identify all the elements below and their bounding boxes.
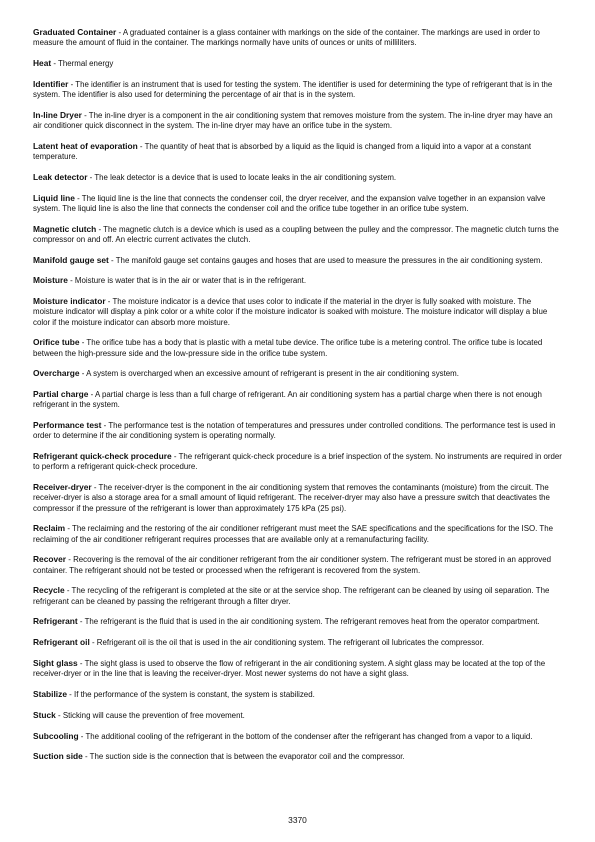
term-separator: - bbox=[55, 710, 63, 720]
glossary-term: Subcooling bbox=[33, 730, 79, 741]
glossary-term: Moisture bbox=[33, 275, 68, 286]
term-separator: - bbox=[105, 297, 113, 307]
glossary-term: Magnetic clutch bbox=[33, 223, 97, 234]
term-separator: - bbox=[66, 689, 74, 699]
glossary-entry bbox=[33, 255, 563, 266]
glossary-term: Manifold gauge set bbox=[33, 254, 109, 265]
glossary-entry bbox=[33, 554, 563, 575]
glossary-page bbox=[33, 27, 563, 772]
glossary-entry bbox=[33, 658, 563, 679]
term-separator: - bbox=[77, 658, 85, 668]
glossary-definition: Moisture is water that is in the air or water that is in the refrigerant. bbox=[74, 276, 307, 286]
glossary-entry bbox=[33, 482, 563, 514]
glossary-definition: The leak detector is a device that is used to locate leaks in the air conditioning system. bbox=[94, 172, 397, 182]
glossary-term: Leak detector bbox=[33, 171, 88, 182]
glossary-entry bbox=[33, 141, 563, 162]
glossary-definition: Refrigerant oil is the oil that is used in the air conditioning system. The refrigerant oil lubricates the compressor. bbox=[96, 638, 484, 648]
glossary-term: Stuck bbox=[33, 709, 56, 720]
glossary-definition: The reclaiming and the restoring of the air conditioner refrigerant must meet the SAE specifications and the specifications for the ISO. The reclaiming of the air conditioner refrigerant requires processes that are available only at a remanufacturing facility. bbox=[33, 524, 553, 544]
term-separator: - bbox=[66, 555, 74, 565]
term-separator: - bbox=[79, 369, 87, 379]
term-separator: - bbox=[171, 452, 179, 462]
term-separator: - bbox=[65, 524, 72, 534]
glossary-definition: The suction side is the connection that is between the evaporator coil and the compressor. bbox=[89, 752, 405, 762]
glossary-term: Refrigerant oil bbox=[33, 637, 90, 648]
glossary-term: Refrigerant quick-check procedure bbox=[33, 451, 172, 462]
term-separator: - bbox=[74, 193, 82, 203]
page-number: 3370 bbox=[288, 815, 307, 825]
glossary-entry bbox=[33, 523, 563, 544]
term-separator: - bbox=[81, 110, 89, 120]
glossary-entry bbox=[33, 337, 563, 358]
glossary-term: Identifier bbox=[33, 78, 69, 89]
glossary-definition: The refrigerant is the fluid that is used in the air conditioning system. The refrigerant removes heat from the operator compartment. bbox=[84, 617, 540, 627]
glossary-term: Recover bbox=[33, 554, 67, 565]
glossary-term: In-line Dryer bbox=[33, 109, 82, 120]
glossary-definition: The magnetic clutch is a device which is used as a coupling between the pulley and the compressor. The magnetic clutch turns the compressor on and off. An electric current activates the clutch. bbox=[33, 224, 559, 244]
glossary-entry bbox=[33, 637, 563, 648]
glossary-definition: The orifice tube has a body that is plastic with a metal tube device. The orifice tube is a metering control. The orifice tube is located between the high-pressure side and the low-pressure side in the orifice tube system. bbox=[33, 338, 543, 358]
glossary-term: Partial charge bbox=[33, 389, 89, 400]
glossary-term: Overcharge bbox=[33, 368, 80, 379]
glossary-definition: The recycling of the refrigerant is completed at the site or at the service shop. The refrigerant can be cleaned by using oil separation. The refrigerant can be cleaned by passing the refrigerant through a filter dryer. bbox=[33, 586, 550, 606]
glossary-list bbox=[33, 27, 563, 763]
glossary-term: Orifice tube bbox=[33, 337, 80, 348]
glossary-definition: A partial charge is less than a full charge of refrigerant. An air conditioning system has a partial charge when there is not enough refrigerant in the system. bbox=[33, 390, 542, 410]
term-separator: - bbox=[101, 421, 109, 431]
glossary-entry bbox=[33, 110, 563, 131]
glossary-entry bbox=[33, 27, 563, 48]
term-separator: - bbox=[67, 276, 75, 286]
glossary-entry bbox=[33, 296, 563, 328]
glossary-entry bbox=[33, 585, 563, 606]
glossary-entry bbox=[33, 616, 563, 627]
glossary-term: Latent heat of evaporation bbox=[33, 140, 138, 151]
term-separator: - bbox=[77, 617, 85, 627]
glossary-term: Recycle bbox=[33, 585, 65, 596]
glossary-definition: The identifier is an instrument that is used for testing the system. The identifier is used for determining the type of refrigerant that is in the system. The identifier is also used for determining the percentage of air that is in the system. bbox=[33, 79, 553, 99]
glossary-definition: The in-line dryer is a component in the air conditioning system that removes moisture from the system. The in-line dryer may have an air conditioner quick disconnect in the system. The in-line dryer may have an orifice tube in the system. bbox=[33, 110, 553, 130]
glossary-entry bbox=[33, 193, 563, 214]
glossary-term: Moisture indicator bbox=[33, 296, 106, 307]
glossary-term: Sight glass bbox=[33, 657, 78, 668]
glossary-definition: The liquid line is the line that connects the condenser coil, the dryer receiver, and the expansion valve together in an expansion valve system. The liquid line is also the line that connects the condenser coil and the orifice tube together in an orifice tube system. bbox=[33, 193, 546, 213]
term-separator: - bbox=[64, 586, 72, 596]
term-separator: - bbox=[108, 255, 116, 265]
glossary-entry bbox=[33, 58, 563, 69]
glossary-definition: If the performance of the system is constant, the system is stabilized. bbox=[74, 689, 315, 699]
term-separator: - bbox=[78, 731, 86, 741]
glossary-entry bbox=[33, 751, 563, 762]
glossary-term: Refrigerant bbox=[33, 616, 78, 627]
glossary-entry bbox=[33, 689, 563, 700]
glossary-entry bbox=[33, 368, 563, 379]
glossary-term: Suction side bbox=[33, 751, 83, 762]
glossary-entry bbox=[33, 224, 563, 245]
term-separator: - bbox=[137, 141, 145, 151]
glossary-definition: A system is overcharged when an excessive amount of refrigerant is present in the air conditioning system. bbox=[86, 369, 459, 379]
glossary-definition: The receiver-dryer is the component in the air conditioning system that removes the contaminants (moisture) from the circuit. The receiver-dryer is also a storage area for a small amount of liquid refrigerant. The receiver-dryer may also have a pressure switch that deactivates the compressor if the pressure of the refrigerant is lower than approximately 175 kPa (25 psi). bbox=[33, 483, 550, 513]
term-separator: - bbox=[68, 79, 76, 89]
glossary-entry bbox=[33, 389, 563, 410]
term-separator: - bbox=[89, 638, 97, 648]
glossary-term: Receiver-dryer bbox=[33, 482, 92, 493]
glossary-definition: Sticking will cause the prevention of free movement. bbox=[62, 710, 245, 720]
glossary-definition: Recovering is the removal of the air conditioner refrigerant from the air conditioner system. The refrigerant must be stored in an approved container. The refrigerant should not be tested or processed when the refrigerant is recovered from the system. bbox=[33, 555, 551, 575]
glossary-definition: The manifold gauge set contains gauges and hoses that are used to measure the pressures in the air conditioning system. bbox=[115, 255, 543, 265]
term-separator: - bbox=[116, 28, 123, 37]
term-separator: - bbox=[82, 752, 90, 762]
glossary-entry bbox=[33, 420, 563, 441]
glossary-definition: A graduated container is a glass container with markings on the side of the container. The markings are used in order to measure the amount of fluid in the container. The markings normally have units of ounces or units of milliliters. bbox=[33, 28, 540, 48]
glossary-term: Performance test bbox=[33, 420, 102, 431]
term-separator: - bbox=[51, 59, 59, 68]
glossary-term: Liquid line bbox=[33, 192, 75, 203]
glossary-term: Heat bbox=[33, 58, 52, 68]
term-separator: - bbox=[79, 338, 87, 348]
glossary-entry bbox=[33, 731, 563, 742]
glossary-definition: The refrigerant quick-check procedure is a brief inspection of the system. No instruments are required in order to perform a refrigerant quick-check procedure. bbox=[33, 452, 562, 472]
glossary-entry bbox=[33, 275, 563, 286]
glossary-definition: The additional cooling of the refrigerant in the bottom of the condenser after the refrigerant has changed from a vapor to a liquid. bbox=[85, 731, 533, 741]
term-separator: - bbox=[91, 483, 99, 493]
glossary-entry bbox=[33, 79, 563, 100]
glossary-term: Stabilize bbox=[33, 688, 67, 699]
glossary-term: Graduated Container bbox=[33, 27, 117, 37]
glossary-term: Reclaim bbox=[33, 523, 66, 534]
glossary-definition: The sight glass is used to observe the flow of refrigerant in the air conditioning system. A sight glass may be located at the top of the receiver-dryer or in the line that is leaving the receiver-dryer. Most newer systems do not have a sight glass. bbox=[33, 658, 546, 679]
glossary-definition: The moisture indicator is a device that uses color to indicate if the material in the dryer is fully soaked with moisture. The moisture indicator will display a pink color or a white color if the moisture indicator is soaked with moisture. The moisture indicator will display a blue color if the moisture indicator can absorb more moisture. bbox=[33, 297, 548, 327]
term-separator: - bbox=[87, 172, 95, 182]
glossary-definition: The performance test is the notation of temperatures and pressures under controlled conditions. The performance test is used in order to determine if the air conditioning system is operating normally. bbox=[33, 421, 556, 441]
glossary-entry bbox=[33, 451, 563, 472]
glossary-definition: The quantity of heat that is absorbed by a liquid as the liquid is changed from a liquid into a vapor at a constant temperature. bbox=[33, 141, 532, 161]
term-separator: - bbox=[88, 390, 95, 400]
glossary-definition: Thermal energy bbox=[58, 59, 114, 68]
glossary-entry bbox=[33, 710, 563, 721]
term-separator: - bbox=[96, 224, 104, 234]
glossary-entry bbox=[33, 172, 563, 183]
